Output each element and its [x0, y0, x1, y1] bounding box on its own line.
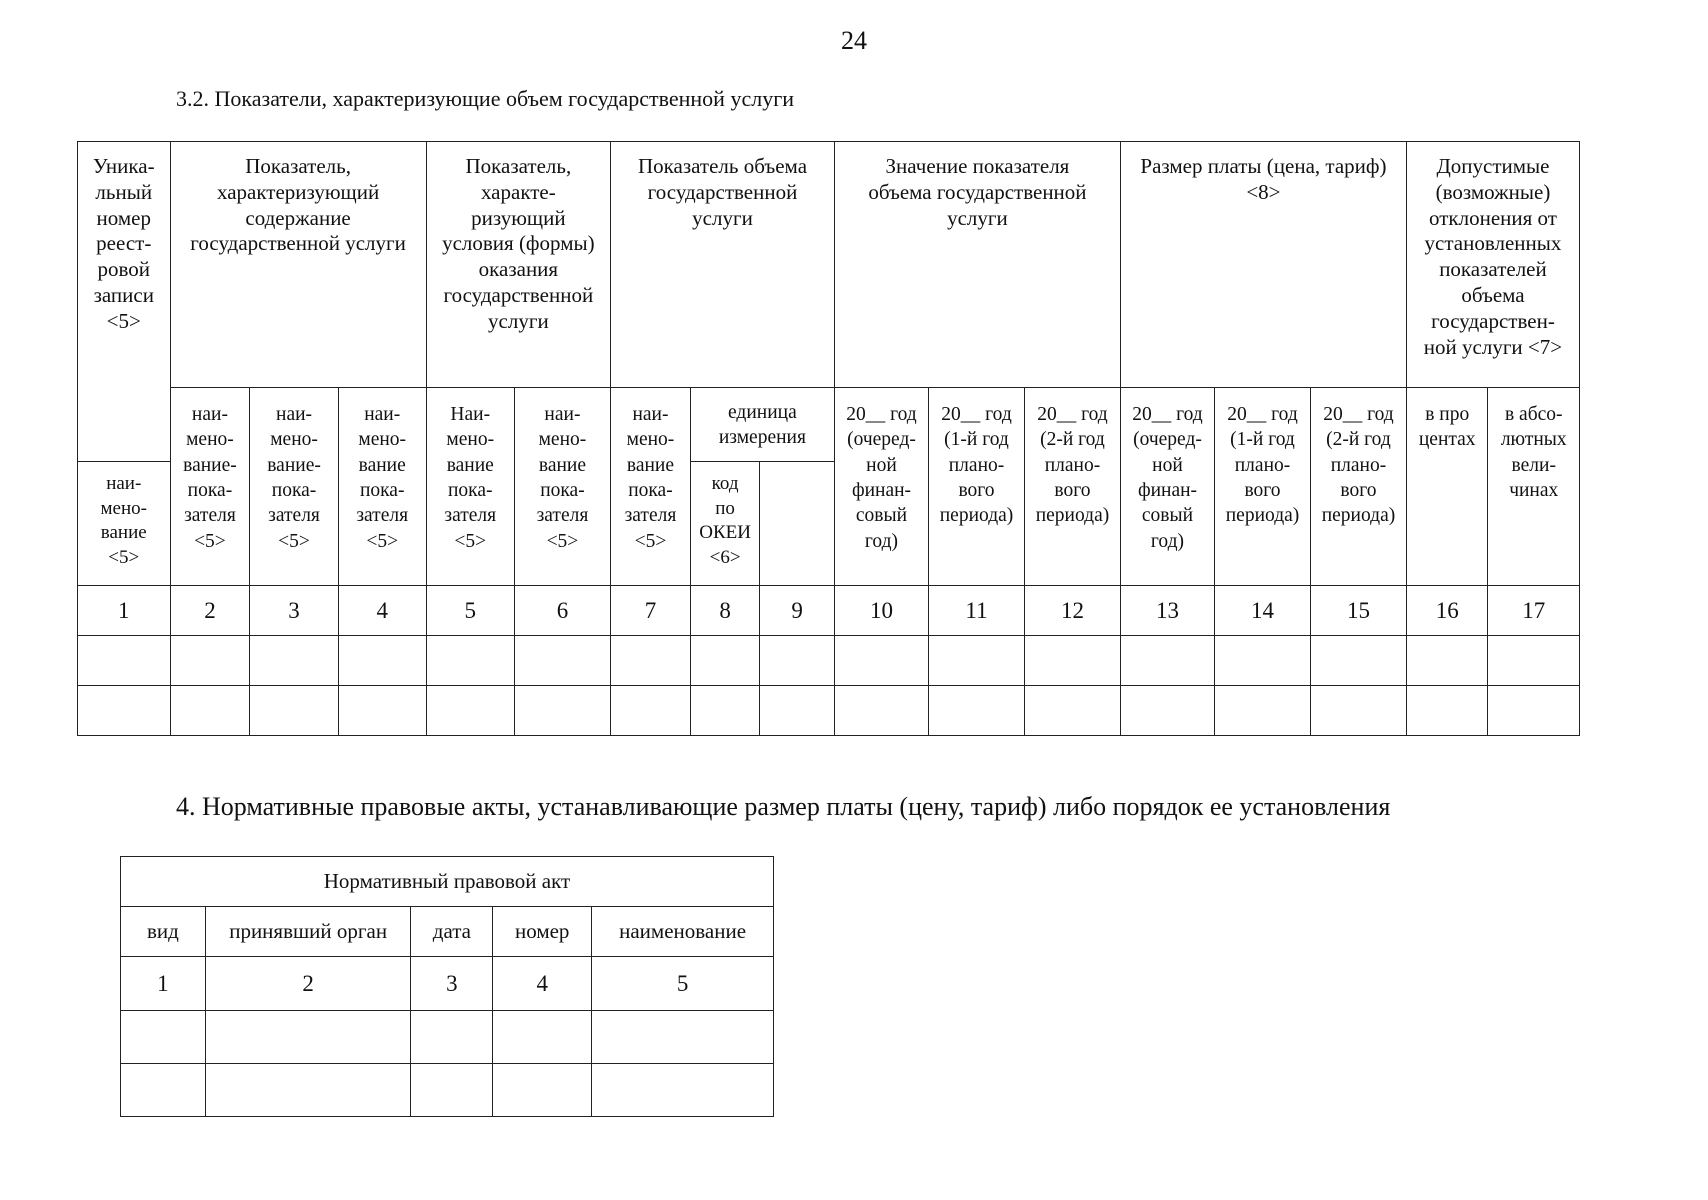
column-number: 16: [1406, 586, 1488, 636]
empty-cell: [1120, 686, 1214, 736]
subheader-fee-year-3: [1310, 388, 1406, 586]
empty-cell: [690, 686, 759, 736]
acts-column-number: 3: [411, 957, 493, 1011]
empty-cell: [493, 1011, 592, 1064]
header-content-indicator: [170, 142, 426, 388]
empty-cell: [834, 686, 928, 736]
empty-cell: [1310, 636, 1406, 686]
empty-cell: [611, 686, 691, 736]
subheader-deviation-absolute: [1488, 388, 1580, 586]
subheader-text: наи- мено- вание <5>: [100, 473, 147, 569]
acts-column-header: номер: [493, 907, 592, 957]
subheader-text: единица измерения: [718, 402, 806, 449]
header-text: Уника- льный номер реест- ровой записи <5>: [92, 154, 155, 333]
subheader-text: наи- мено- вание- пока- зателя <5>: [183, 404, 237, 552]
empty-cell: [78, 686, 171, 736]
empty-cell: [205, 1064, 411, 1117]
subheader-value-year-3: [1024, 388, 1120, 586]
subheader-text: код по ОКЕИ <6>: [699, 473, 751, 569]
empty-cell: [611, 636, 691, 686]
subheader-text: наи- мено- вание пока- зателя <5>: [624, 404, 677, 552]
acts-empty-row: [121, 1011, 774, 1064]
header-text: Показатель, характе- ризующий условия (формы) оказания государственной услуги: [442, 154, 595, 333]
header-text: Показатель, характеризующий содержание государственной услуги: [190, 154, 406, 256]
acts-column-header: наименование: [592, 907, 774, 957]
subheader-condition-name-1: [426, 388, 514, 586]
column-number: 15: [1310, 586, 1406, 636]
empty-cell: [1310, 686, 1406, 736]
empty-cell: [1488, 636, 1580, 686]
column-number: 4: [338, 586, 426, 636]
empty-cell: [760, 686, 835, 736]
empty-cell: [1215, 636, 1311, 686]
empty-cell: [1120, 636, 1214, 686]
subheader-fee-year-1: [1120, 388, 1214, 586]
column-number: 8: [690, 586, 759, 636]
empty-cell: [250, 686, 338, 736]
subheader-text: в про центах: [1418, 404, 1476, 451]
acts-column-number: 1: [121, 957, 206, 1011]
column-number: 3: [250, 586, 338, 636]
subheader-text: 20__ год (очеред- ной финан- совый год): [1132, 404, 1203, 552]
subheader-text: 20__ год (очеред- ной финан- совый год): [846, 404, 917, 552]
column-number: 5: [426, 586, 514, 636]
acts-number-row: [121, 957, 774, 1011]
column-number-row: [78, 586, 1580, 636]
acts-column-number: 4: [493, 957, 592, 1011]
acts-column-number: 5: [592, 957, 774, 1011]
empty-cell: [1488, 686, 1580, 736]
acts-table-title: Нормативный правовой акт: [121, 857, 774, 907]
section-4-heading: 4. Нормативные правовые акты, устанавливающие размер платы (цену, тариф) либо порядок ее установления: [176, 792, 1391, 821]
empty-cell: [411, 1011, 493, 1064]
empty-cell: [1024, 686, 1120, 736]
empty-cell: [514, 636, 610, 686]
empty-cell: [338, 686, 426, 736]
acts-header-row: [121, 907, 774, 957]
column-number: 12: [1024, 586, 1120, 636]
acts-empty-row: [121, 1064, 774, 1117]
header-conditions-indicator: [426, 142, 610, 388]
subheader-unit: [690, 388, 834, 462]
empty-cell: [121, 1011, 206, 1064]
empty-cell: [592, 1011, 774, 1064]
acts-column-number: 2: [205, 957, 411, 1011]
empty-cell: [929, 686, 1025, 736]
empty-cell: [1024, 636, 1120, 686]
subheader-unit-name: [78, 462, 171, 586]
subheader-text: 20__ год (2-й год плано- вого периода): [1035, 404, 1110, 527]
empty-cell: [170, 686, 250, 736]
empty-cell: [514, 686, 610, 736]
column-number: 6: [514, 586, 610, 636]
subheader-content-name-2: [250, 388, 338, 586]
empty-cell: [121, 1064, 206, 1117]
empty-cell: [760, 636, 835, 686]
header-text: Допустимые (возможные) отклонения от установленных показателей объема государствен- ной услуги <7>: [1423, 154, 1563, 359]
subheader-text: 20__ год (2-й год плано- вого периода): [1321, 404, 1396, 527]
empty-cell: [493, 1064, 592, 1117]
subheader-content-name-1: [170, 388, 250, 586]
subheader-unit-code: [690, 462, 759, 586]
empty-cell: [929, 636, 1025, 686]
column-number: 10: [834, 586, 928, 636]
acts-column-header: вид: [121, 907, 206, 957]
subheader-content-name-3: [338, 388, 426, 586]
section-3-2-heading: 3.2. Показатели, характеризующие объем государственной услуги: [176, 86, 794, 111]
subheader-text: наи- мено- вание пока- зателя <5>: [356, 404, 409, 552]
volume-indicators-table: [77, 141, 1580, 736]
header-text: Показатель объема государственной услуги: [637, 154, 808, 230]
header-unique-number: [78, 142, 171, 462]
empty-cell: [1215, 686, 1311, 736]
subheader-text: 20__ год (1-й год плано- вого периода): [939, 404, 1014, 527]
empty-cell: [411, 1064, 493, 1117]
subheader-text: в абсо- лютных вели- чинах: [1500, 404, 1567, 502]
empty-cell: [338, 636, 426, 686]
empty-cell: [1406, 636, 1488, 686]
header-text: Размер платы (цена, тариф) <8>: [1140, 154, 1387, 204]
empty-data-row: [78, 686, 1580, 736]
empty-cell: [426, 636, 514, 686]
subheader-text: Наи- мено- вание пока- зателя <5>: [444, 404, 497, 552]
empty-cell: [250, 636, 338, 686]
header-fee-size: [1120, 142, 1406, 388]
header-text: Значение показателя объема государственной услуги: [868, 154, 1087, 230]
empty-cell: [170, 636, 250, 686]
column-number: 14: [1215, 586, 1311, 636]
header-volume-value: [834, 142, 1120, 388]
empty-cell: [1406, 686, 1488, 736]
empty-cell: [690, 636, 759, 686]
acts-column-header: принявший орган: [205, 907, 411, 957]
header-deviations: [1406, 142, 1579, 388]
subheader-text: 20__ год (1-й год плано- вого периода): [1225, 404, 1300, 527]
column-number: 1: [78, 586, 171, 636]
column-number: 11: [929, 586, 1025, 636]
empty-cell: [426, 686, 514, 736]
acts-column-header: дата: [411, 907, 493, 957]
column-number: 13: [1120, 586, 1214, 636]
legal-acts-table: [120, 856, 774, 1117]
subheader-value-year-2: [929, 388, 1025, 586]
page-number: 24: [841, 26, 867, 55]
empty-cell: [834, 636, 928, 686]
subheader-condition-name-2: [514, 388, 610, 586]
subheader-volume-name: [611, 388, 691, 586]
column-number: 17: [1488, 586, 1580, 636]
subheader-value-year-1: [834, 388, 928, 586]
empty-data-row: [78, 636, 1580, 686]
empty-cell: [78, 636, 171, 686]
subheader-fee-year-2: [1215, 388, 1311, 586]
column-number: 7: [611, 586, 691, 636]
empty-cell: [592, 1064, 774, 1117]
subheader-deviation-percent: [1406, 388, 1488, 586]
column-number: 2: [170, 586, 250, 636]
column-number: 9: [760, 586, 835, 636]
subheader-text: наи- мено- вание пока- зателя <5>: [536, 404, 589, 552]
subheader-text: наи- мено- вание- пока- зателя <5>: [267, 404, 321, 552]
empty-cell: [205, 1011, 411, 1064]
header-volume-indicator: [611, 142, 835, 388]
